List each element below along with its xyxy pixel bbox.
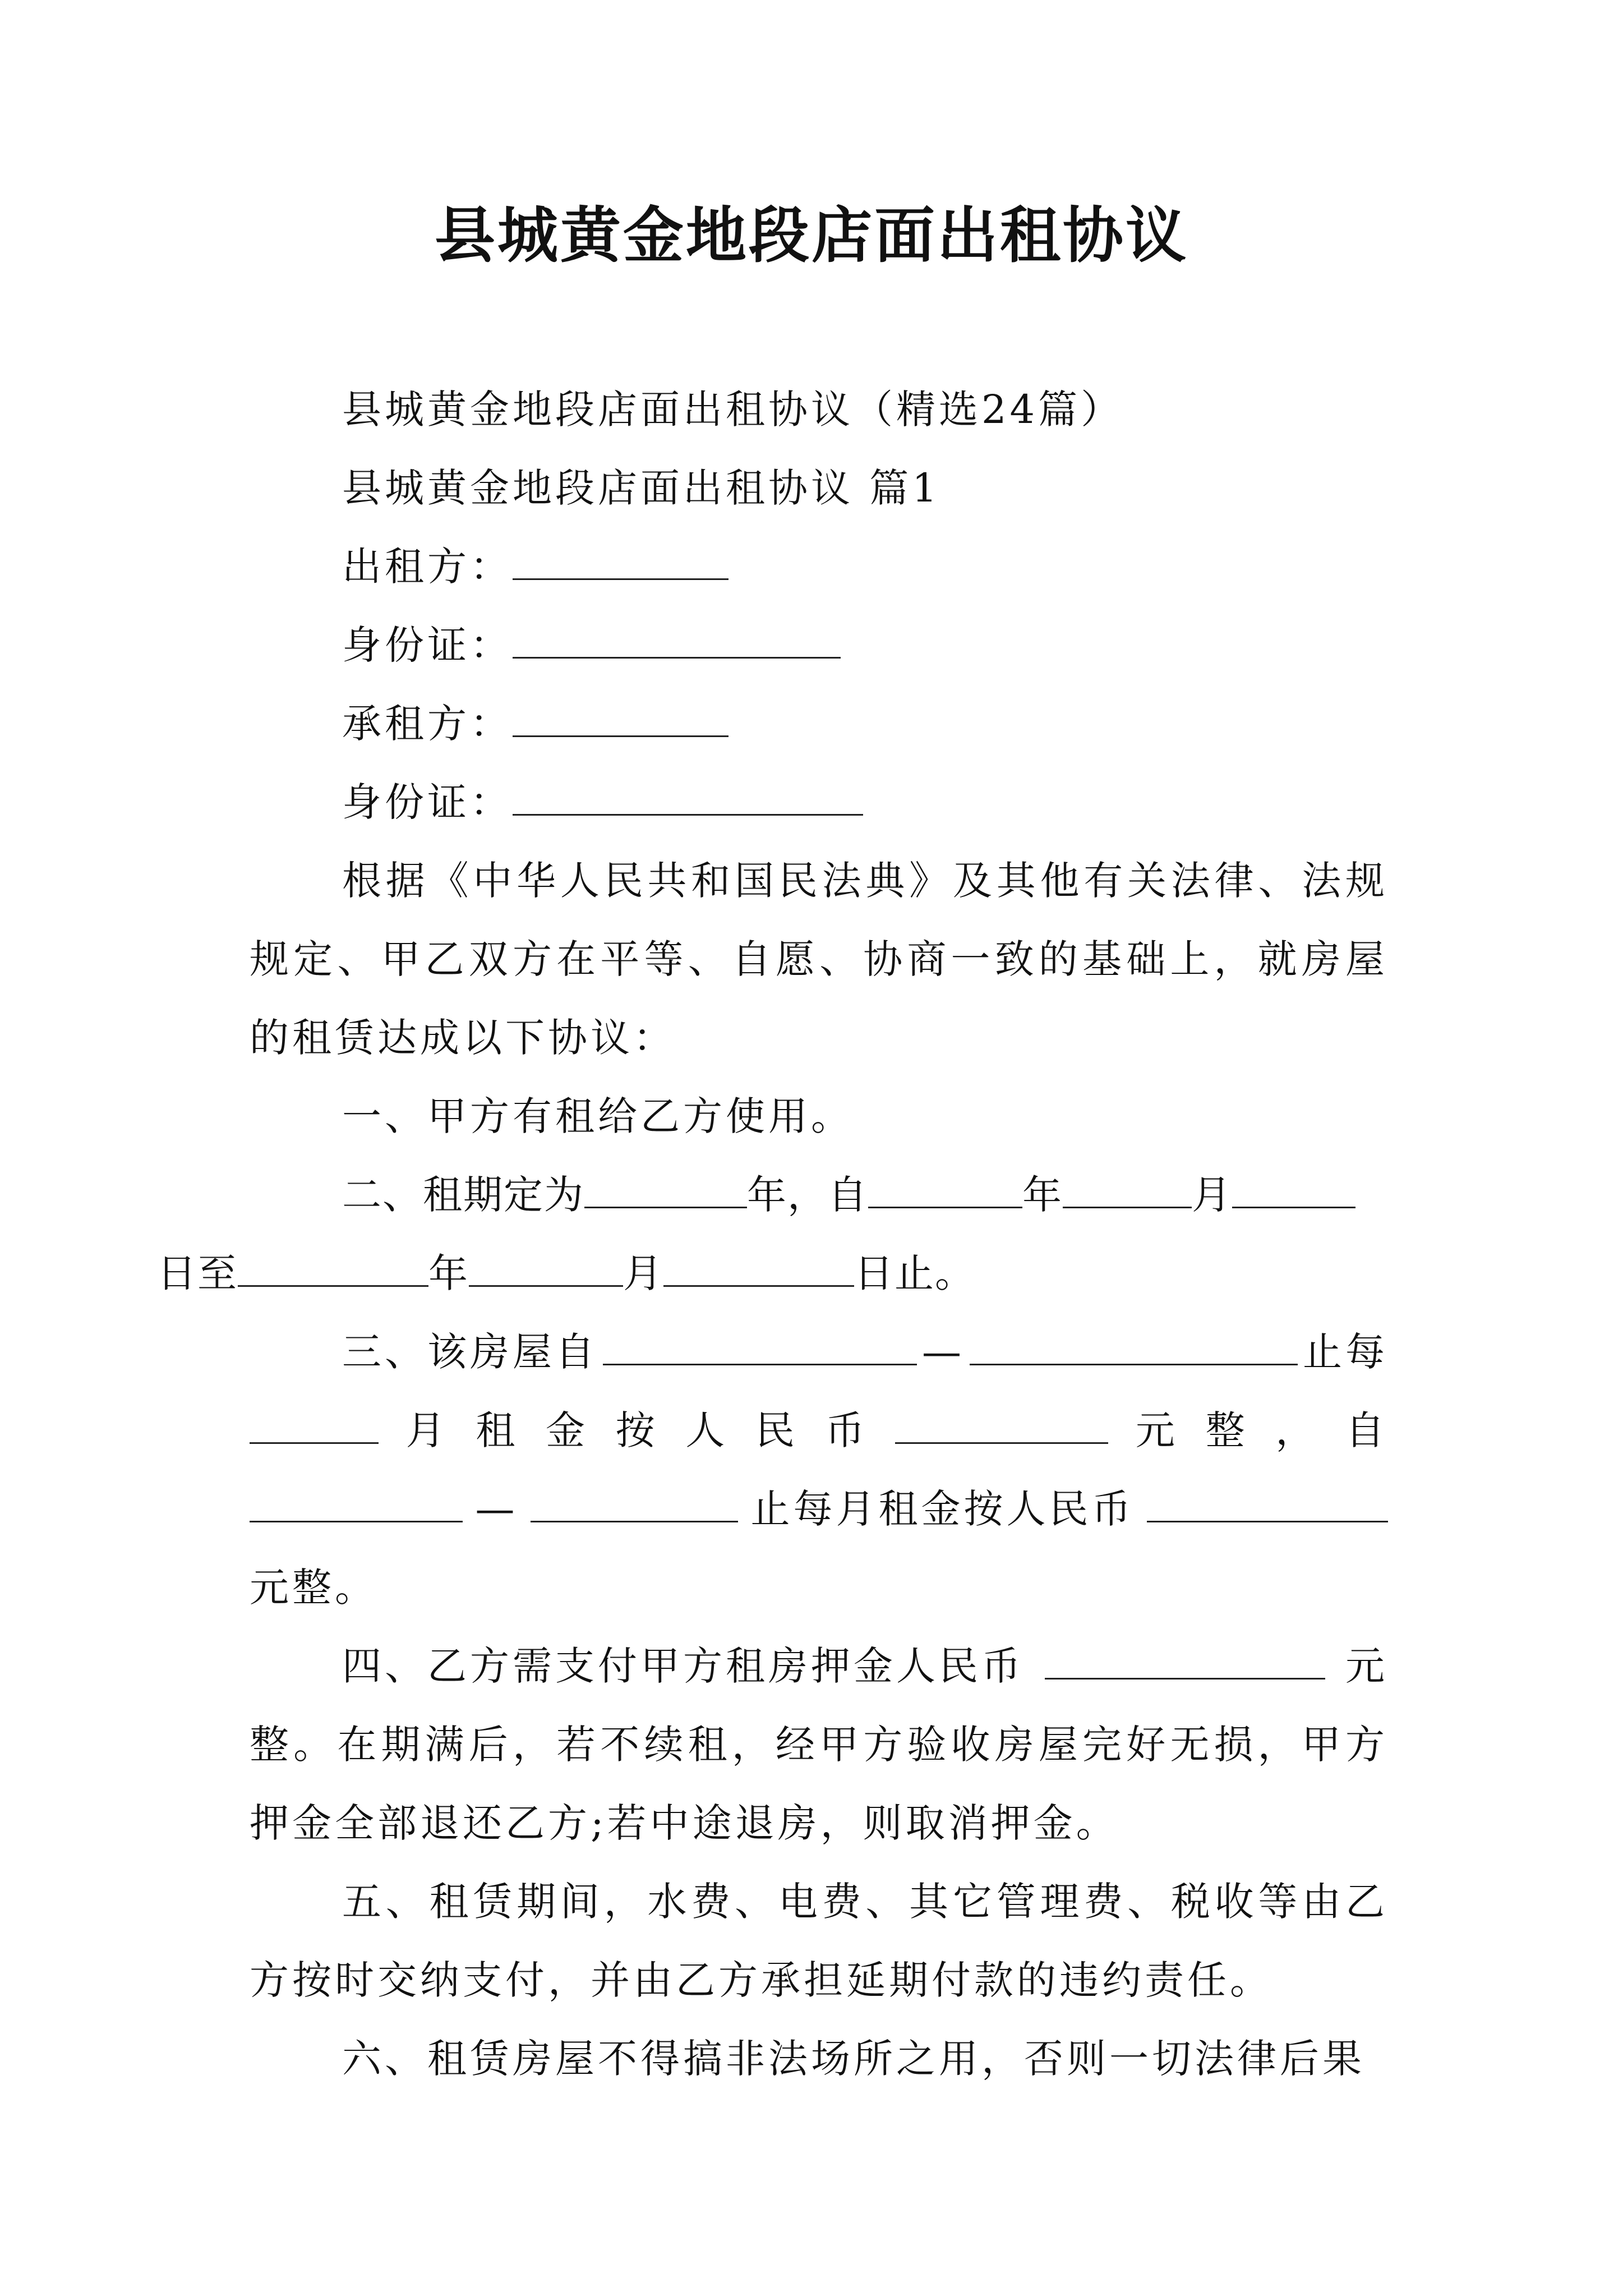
- paragraph-4: [250, 1627, 1388, 1862]
- p2-blank-5: [238, 1250, 428, 1287]
- p3-blank-7: [1147, 1486, 1388, 1522]
- p3-char: 币: [825, 1407, 868, 1453]
- document-body: [157, 370, 1388, 2098]
- lessee-label: 承租方：: [342, 701, 513, 747]
- p4-blank-1: [1045, 1643, 1325, 1680]
- p3-blank-4: [895, 1407, 1108, 1444]
- p3-text-f: 元整。: [250, 1565, 377, 1611]
- p2-text-month2: 月: [623, 1250, 663, 1296]
- p2-text-end: 日止。: [854, 1250, 975, 1296]
- p3-char: 元: [1135, 1407, 1178, 1453]
- lessor-id-field: [250, 606, 1388, 684]
- p4-rest: 整。在期满后，若不续租，经甲方验收房屋完好无损，甲方押金全部退还乙方;若中途退房，则取消押金。: [250, 1722, 1388, 1846]
- p4-text-a: 四、乙方需支付甲方租房押金人民币: [342, 1643, 1024, 1689]
- lessee-field: [250, 684, 1388, 763]
- p3-line-2: [250, 1391, 1388, 1470]
- p3-char: 月: [405, 1407, 449, 1453]
- p3-char: ，: [1275, 1407, 1318, 1453]
- p3-char: 整: [1205, 1407, 1248, 1453]
- p2-text-year: 年，自: [747, 1172, 868, 1218]
- document-title: 县城黄金地段店面出租协议: [434, 200, 1188, 271]
- lessor-id-blank: [513, 622, 841, 659]
- lessee-id-field: [250, 763, 1388, 841]
- lessee-blank: [513, 701, 728, 737]
- p2-text-to: 日至: [157, 1250, 238, 1296]
- p3-blank-1: [603, 1329, 917, 1365]
- paragraph-3: [250, 1313, 1388, 1627]
- p3-line-4: [250, 1548, 1388, 1627]
- p3-text-b: 止每: [1303, 1329, 1388, 1375]
- paragraph-2: [157, 1156, 1388, 1313]
- p2-text-year2: 年: [1022, 1172, 1063, 1218]
- p3-blank-2: [970, 1329, 1298, 1365]
- p3-dash-2: —: [475, 1486, 518, 1532]
- p3-char: 自: [1345, 1407, 1388, 1453]
- p2-blank-2: [868, 1172, 1022, 1208]
- paragraph-6: 六、租赁房屋不得搞非法场所之用，否则一切法律后果: [342, 2036, 1365, 2082]
- p3-line-1: [250, 1313, 1388, 1391]
- p4-text-b: 元: [1345, 1643, 1388, 1689]
- paragraph-intro: 根据《中华人民共和国民法典》及其他有关法律、法规规定、甲乙双方在平等、自愿、协商一致的基础上，就房屋的租赁达成以下协议：: [250, 858, 1388, 1061]
- p3-blank-6: [531, 1486, 738, 1522]
- p3-blank-3: [250, 1407, 379, 1444]
- lessee-id-label: 身份证：: [342, 779, 513, 825]
- lessor-field: [250, 527, 1388, 606]
- p3-text-a: 三、该房屋自: [342, 1329, 598, 1375]
- lessor-id-label: 身份证：: [342, 622, 513, 668]
- p3-char: 按: [615, 1407, 658, 1453]
- p2-blank-6: [469, 1250, 623, 1287]
- paragraph-5: 五、租赁期间，水费、电费、其它管理费、税收等由乙方按时交纳支付，并由乙方承担延期付款的违约责任。: [250, 1879, 1388, 2003]
- paragraph-1: 一、甲方有租给乙方使用。: [342, 1093, 854, 1139]
- p3-blank-5: [250, 1486, 463, 1522]
- p2-text-month: 月: [1192, 1172, 1232, 1218]
- p2-blank-3: [1063, 1172, 1192, 1208]
- p3-char: 人: [685, 1407, 728, 1453]
- p4-line-1: [250, 1627, 1388, 1705]
- p3-dash: —: [922, 1329, 965, 1375]
- p3-char: 金: [545, 1407, 588, 1453]
- p3-line-3: [250, 1470, 1388, 1548]
- p2-blank-7: [663, 1250, 854, 1287]
- p2-text-year3: 年: [428, 1250, 469, 1296]
- p2-blank-4: [1232, 1172, 1355, 1208]
- subtitle: 县城黄金地段店面出租协议（精选24篇）: [342, 386, 1124, 432]
- lessor-label: 出租方：: [342, 544, 513, 590]
- p2-text-a: 二、租期定为: [342, 1172, 584, 1218]
- lessor-blank: [513, 544, 728, 580]
- p3-char: 民: [755, 1407, 798, 1453]
- section-heading: 县城黄金地段店面出租协议 篇1: [342, 465, 940, 511]
- p2-blank-1: [584, 1172, 747, 1208]
- p3-char: 租: [476, 1407, 519, 1453]
- p3-text-e: 止每月租金按人民币: [750, 1486, 1135, 1532]
- lessee-id-blank: [513, 779, 863, 816]
